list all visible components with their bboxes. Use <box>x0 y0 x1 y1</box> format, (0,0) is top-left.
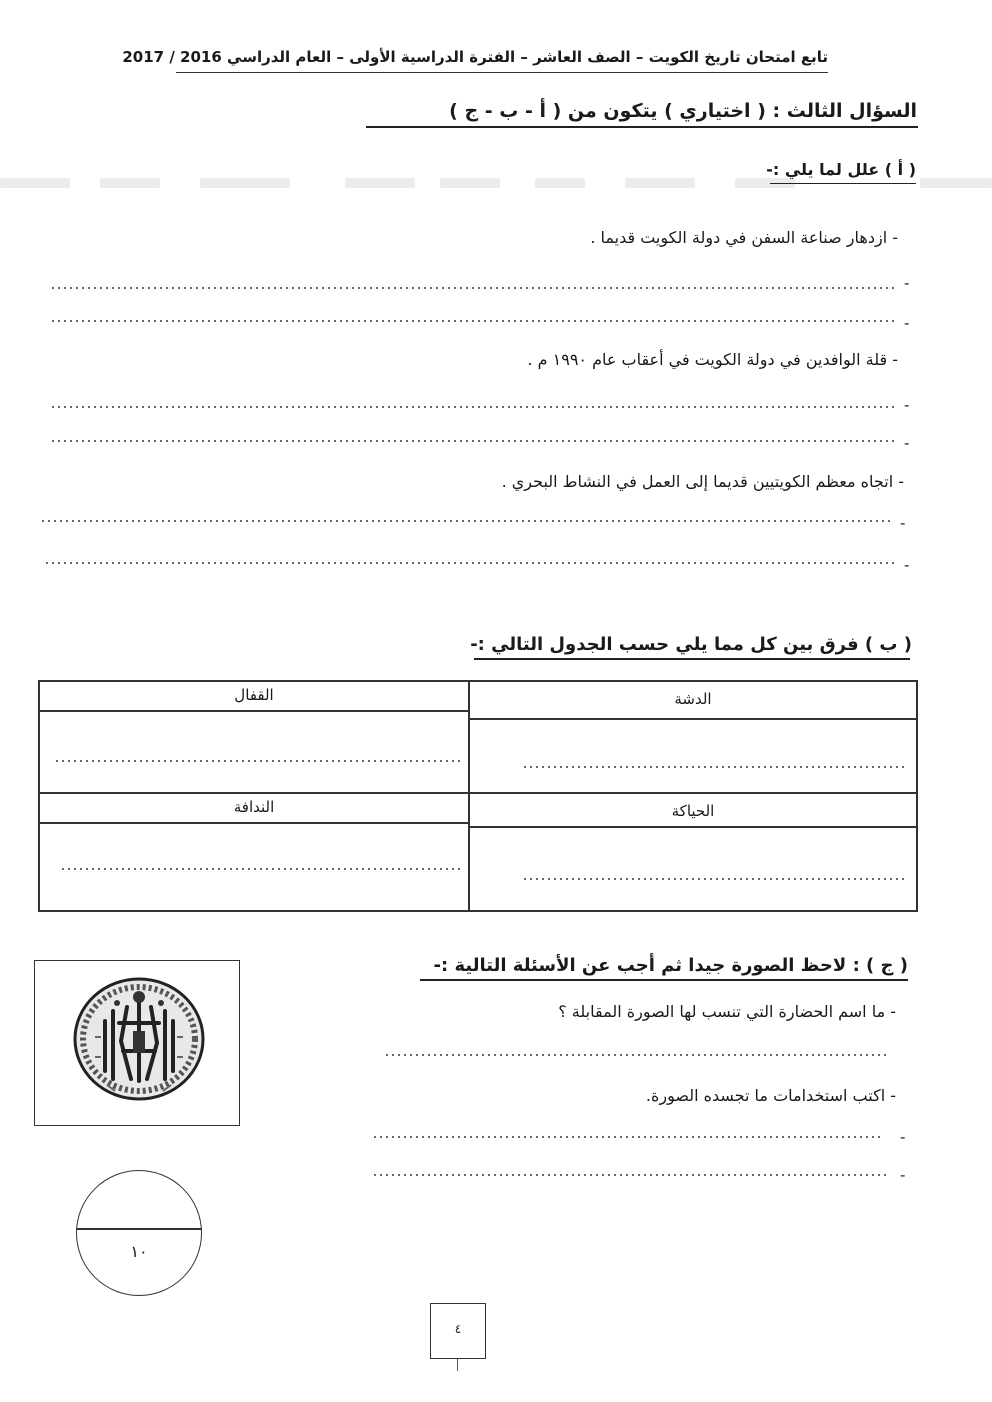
section-c-question-1: - ما اسم الحضارة التي تنسب لها الصورة المقابلة ؟ <box>558 1002 896 1021</box>
section-c-question-2: - اكتب استخدامات ما تجسده الصورة. <box>645 1086 896 1105</box>
answer-line[interactable] <box>50 320 895 322</box>
answer-line[interactable] <box>40 520 890 522</box>
answer-line[interactable] <box>50 440 895 442</box>
line-dash: - <box>904 314 910 332</box>
section-b-label: ( ب ) فرق بين كل مما يلي حسب الجدول التالي :- <box>470 634 912 655</box>
section-a-underline <box>770 183 916 184</box>
section-b-underline <box>474 658 910 660</box>
score-circle <box>76 1170 202 1296</box>
table-header-line <box>40 822 468 824</box>
line-dash: - <box>904 274 910 292</box>
line-dash: - <box>900 1128 906 1146</box>
table-cell-dasha: الدشة <box>674 690 712 708</box>
score-total: ١٠ <box>130 1242 148 1261</box>
section-c-label: ( ج ) : لاحظ الصورة جيدا ثم أجب عن الأسئلة التالية :- <box>433 955 908 976</box>
question-3-title: السؤال الثالث : ( اختياري ) يتكون من ( أ - ب - ج ) <box>449 100 917 122</box>
exam-header: تابع امتحان تاريخ الكويت – الصف العاشر – الفترة الدراسية الأولى – العام الدراسي 2016 / 2017 <box>122 48 828 66</box>
line-dash: - <box>904 556 910 574</box>
line-dash: - <box>904 396 910 414</box>
section-a-label: ( أ ) علل لما يلي :- <box>766 160 916 179</box>
line-dash: - <box>900 514 906 532</box>
table-header-line <box>470 718 916 720</box>
answer-line[interactable] <box>44 562 894 564</box>
table-cell-hiyaka: الحياكة <box>671 802 715 820</box>
section-a-question-1: - ازدهار صناعة السفن في دولة الكويت قديما . <box>590 228 898 247</box>
section-a-question-2: - قلة الوافدين في دولة الكويت في أعقاب عام ١٩٩٠ م . <box>527 350 898 369</box>
table-divider-vertical <box>468 682 470 910</box>
answer-line[interactable] <box>60 868 460 870</box>
answer-line[interactable] <box>522 878 906 880</box>
answer-line[interactable] <box>54 760 460 762</box>
header-underline <box>176 72 828 73</box>
score-divider <box>76 1228 202 1230</box>
page-tick <box>457 1359 458 1371</box>
line-dash: - <box>900 1166 906 1184</box>
section-c-underline <box>420 979 908 981</box>
table-cell-nidafa: الندافة <box>233 798 275 816</box>
dilmun-seal-icon <box>35 961 239 1125</box>
line-dash: - <box>904 434 910 452</box>
answer-line[interactable] <box>50 287 895 289</box>
table-header-line <box>470 826 916 828</box>
answer-line[interactable] <box>50 406 895 408</box>
question-3-underline <box>366 126 918 128</box>
answer-line[interactable] <box>522 766 906 768</box>
ancient-seal-image-frame <box>34 960 240 1126</box>
section-a-question-3: - اتجاه معظم الكويتيين قديما إلى العمل في النشاط البحري . <box>501 472 904 491</box>
table-header-line <box>40 710 468 712</box>
answer-line[interactable] <box>372 1136 880 1138</box>
answer-line[interactable] <box>372 1174 886 1176</box>
answer-line[interactable] <box>384 1054 886 1056</box>
table-row-divider <box>40 792 916 794</box>
faint-bleed-through <box>0 178 992 192</box>
table-cell-qaffal: القفال <box>234 686 274 704</box>
page-number: ٤ <box>454 1322 462 1336</box>
